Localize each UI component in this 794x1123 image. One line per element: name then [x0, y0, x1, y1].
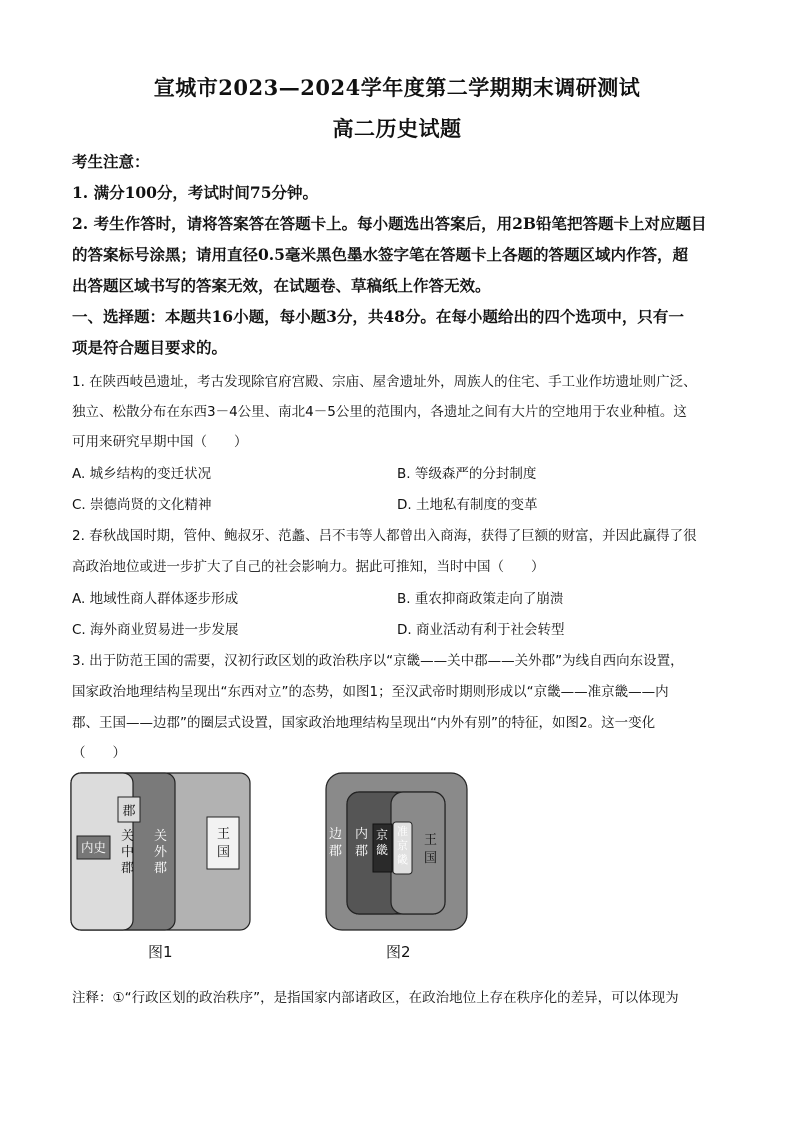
exam-title: 宣城市2023—2024学年度第二学期期末调研测试 — [153, 75, 641, 100]
question-1-option-b: B. 等级森严的分封制度 — [397, 466, 537, 482]
question-1-line-3: 可用来研究早期中国（ ） — [72, 434, 248, 450]
fig1-jun-label: 郡 — [122, 804, 136, 819]
question-1-line-1: 1. 在陕西岐邑遗址，考古发现除官府宫殿、宗庙、屋舍遗址外，周族人的住宅、手工业作坊遗址则广泛、 — [72, 374, 697, 390]
fig1-neishi-label: 内史 — [80, 840, 107, 855]
question-1-option-c: C. 崇德尚贤的文化精神 — [72, 497, 212, 513]
section-heading-line-1: 一、选择题：本题共16小题，每小题3分，共48分。在每小题给出的四个选项中，只有一 — [72, 307, 684, 326]
fig2-neijun-label: 内郡 — [355, 827, 369, 859]
figure-1-caption: 图1 — [148, 943, 173, 961]
notice-item-1: 1. 满分100分，考试时间75分钟。 — [72, 183, 319, 202]
fig1-wangguo-label: 王国 — [217, 827, 231, 860]
note-line-1: 注释：①“行政区划的政治秩序”，是指国家内部诸政区，在政治地位上存在秩序化的差异，可以体现为 — [72, 990, 679, 1006]
figure-1-diagram — [70, 772, 252, 932]
question-3-line-3: 郡、王国——边郡”的圈层式设置，国家政治地理结构呈现出“内外有别”的特征，如图2。这一变化 — [72, 715, 656, 731]
notice-item-2-line-1: 2. 考生作答时，请将答案答在答题卡上。每小题选出答案后，用2B铅笔把答题卡上对应题目 — [72, 214, 707, 233]
fig1-guanwai-label: 关外郡 — [154, 829, 168, 876]
notice-item-2-line-3: 出答题区域书写的答案无效，在试题卷、草稿纸上作答无效。 — [72, 276, 491, 295]
section-heading-line-2: 项是符合题目要求的。 — [72, 338, 228, 357]
question-2-option-c: C. 海外商业贸易进一步发展 — [72, 622, 239, 638]
question-2-line-2: 高政治地位或进一步扩大了自己的社会影响力。据此可推知，当时中国（ ） — [72, 559, 545, 575]
question-1-line-2: 独立、松散分布在东西3－4公里、南北4－5公里的范围内，各遗址之间有大片的空地用于农业种植。这 — [72, 404, 687, 420]
fig2-jingji-label: 京畿 — [376, 828, 389, 857]
fig1-wangguo-box — [207, 817, 239, 869]
question-2-line-1: 2. 春秋战国时期，管仲、鲍叔牙、范蠡、吕不韦等人都曾出入商海，获得了巨额的财富，并因此赢得了很 — [72, 528, 697, 544]
question-2-option-d: D. 商业活动有利于社会转型 — [397, 622, 565, 638]
question-2-option-b: B. 重农抑商政策走向了崩溃 — [397, 591, 564, 607]
exam-subtitle: 高二历史试题 — [332, 116, 462, 141]
fig2-wangguo-label: 王国 — [424, 833, 438, 866]
question-2-option-a: A. 地域性商人群体逐步形成 — [72, 591, 239, 607]
fig2-zhunjingji-label: 准京畿 — [397, 825, 408, 866]
question-1-option-a: A. 城乡结构的变迁状况 — [72, 466, 212, 482]
question-3-line-2: 国家政治地理结构呈现出“东西对立”的态势，如图1；至汉武帝时期则形成以“京畿——准京畿——内 — [72, 684, 669, 700]
notice-item-2-line-2: 的答案标号涂黑；请用直径0.5毫米黑色墨水签字笔在答题卡上各题的答题区域内作答，超 — [72, 245, 688, 264]
fig1-guanzhong-label: 关中郡 — [121, 829, 135, 876]
question-1-option-d: D. 土地私有制度的变革 — [397, 497, 538, 513]
figure-2-caption: 图2 — [386, 943, 411, 961]
question-3-line-1: 3. 出于防范王国的需要，汉初行政区划的政治秩序以“京畿——关中郡——关外郡”为线自西向东设置， — [72, 653, 684, 669]
question-3-line-4: （ ） — [72, 745, 126, 761]
fig2-bianjun-label: 边郡 — [329, 827, 343, 859]
figure-2-diagram — [325, 772, 469, 932]
notice-heading: 考生注意： — [72, 152, 150, 171]
